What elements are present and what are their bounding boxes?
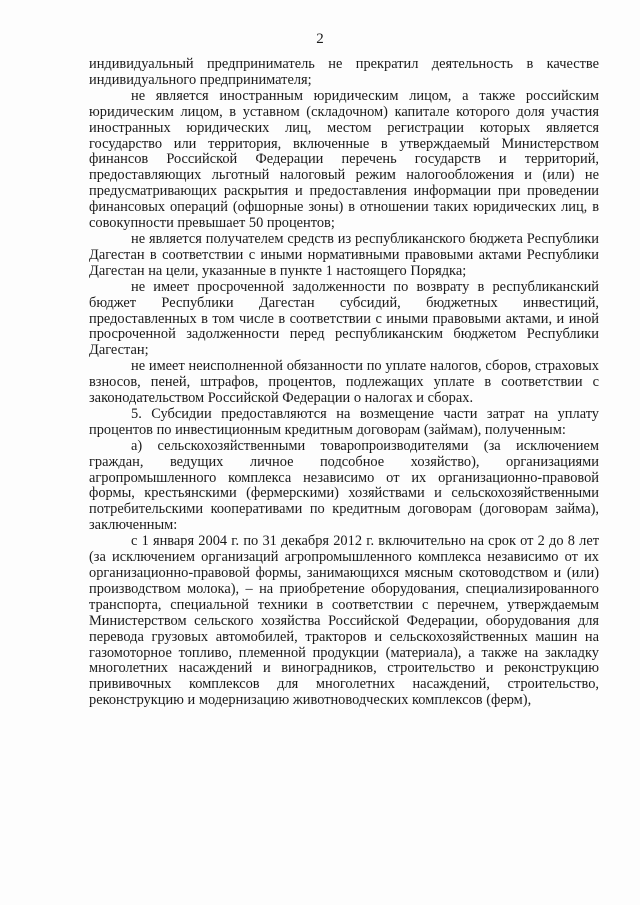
paragraph: не является получателем средств из республиканского бюджета Республики Дагестан в соответствии с иными нормативными правовыми актами Республики Дагестан на цели, указанные в пункте 1 настоящего Порядка; [89,230,599,279]
paragraph: 5. Субсидии предоставляются на возмещение части затрат на уплату процентов по инвестиционным кредитным договорам (займам), полученным: [89,405,599,438]
paragraph: с 1 января 2004 г. по 31 декабря 2012 г. включительно на срок от 2 до 8 лет (за исключением организаций агропромышленного комплекса независимо от их организационно-правовой формы, занимающихся мясным скотоводством и (или) производством молока), – на приобретение оборудования, специализированного транспорта, специальной техники в соответствии с перечнем, утверждаемым Министерством сельского хозяйства Российской Федерации, оборудования для перевода грузовых автомобилей, тракторов и сельскохозяйственных машин на газомоторное топливо, племенной продукции (материала), а также на закладку многолетних насаждений и виноградников, строительство и реконструкцию прививочных комплексов для многолетних насаждений, строительство, реконструкцию и модернизацию животноводческих комплексов (ферм), [89,533,599,709]
paragraph: индивидуальный предприниматель не прекратил деятельность в качестве индивидуального предпринимателя; [89,56,599,88]
paragraph: не имеет неисполненной обязанности по уплате налогов, сборов, страховых взносов, пеней, штрафов, процентов, подлежащих уплате в соответствии с законодательством Российской Федерации о налогах и сборах. [89,358,599,407]
paragraph: не имеет просроченной задолженности по возврату в республиканский бюджет Республики Дагестан субсидий, бюджетных инвестиций, предоставленных в том числе в соответствии с иными правовыми актами, и иной просроченной задолженности перед республиканским бюджетом Республики Дагестан; [89,278,599,359]
document-body [89,57,599,709]
paragraph: а) сельскохозяйственными товаропроизводителями (за исключением граждан, ведущих личное подсобное хозяйство), организациями агропромышленного комплекса независимо от их организационно-правовой формы, крестьянскими (фермерскими) хозяйствами и сельскохозяйственными потребительскими кооперативами по кредитным договорам (договорам займа), заключенным: [89,437,599,534]
page-number: 2 [316,31,324,47]
paragraph: не является иностранным юридическим лицом, а также российским юридическим лицом, в уставном (складочном) капитале которого доля участия иностранных юридических лиц, местом регистрации которых является государство или территория, включенные в утверждаемый Министерством финансов Российской Федерации перечень государств и территорий, предоставляющих льготный налоговый режим налогообложения и (или) не предусматривающих раскрытия и предоставления информации при проведении финансовых операций (офшорные зоны) в отношении таких юридических лиц, в совокупности превышает 50 процентов; [89,87,599,232]
